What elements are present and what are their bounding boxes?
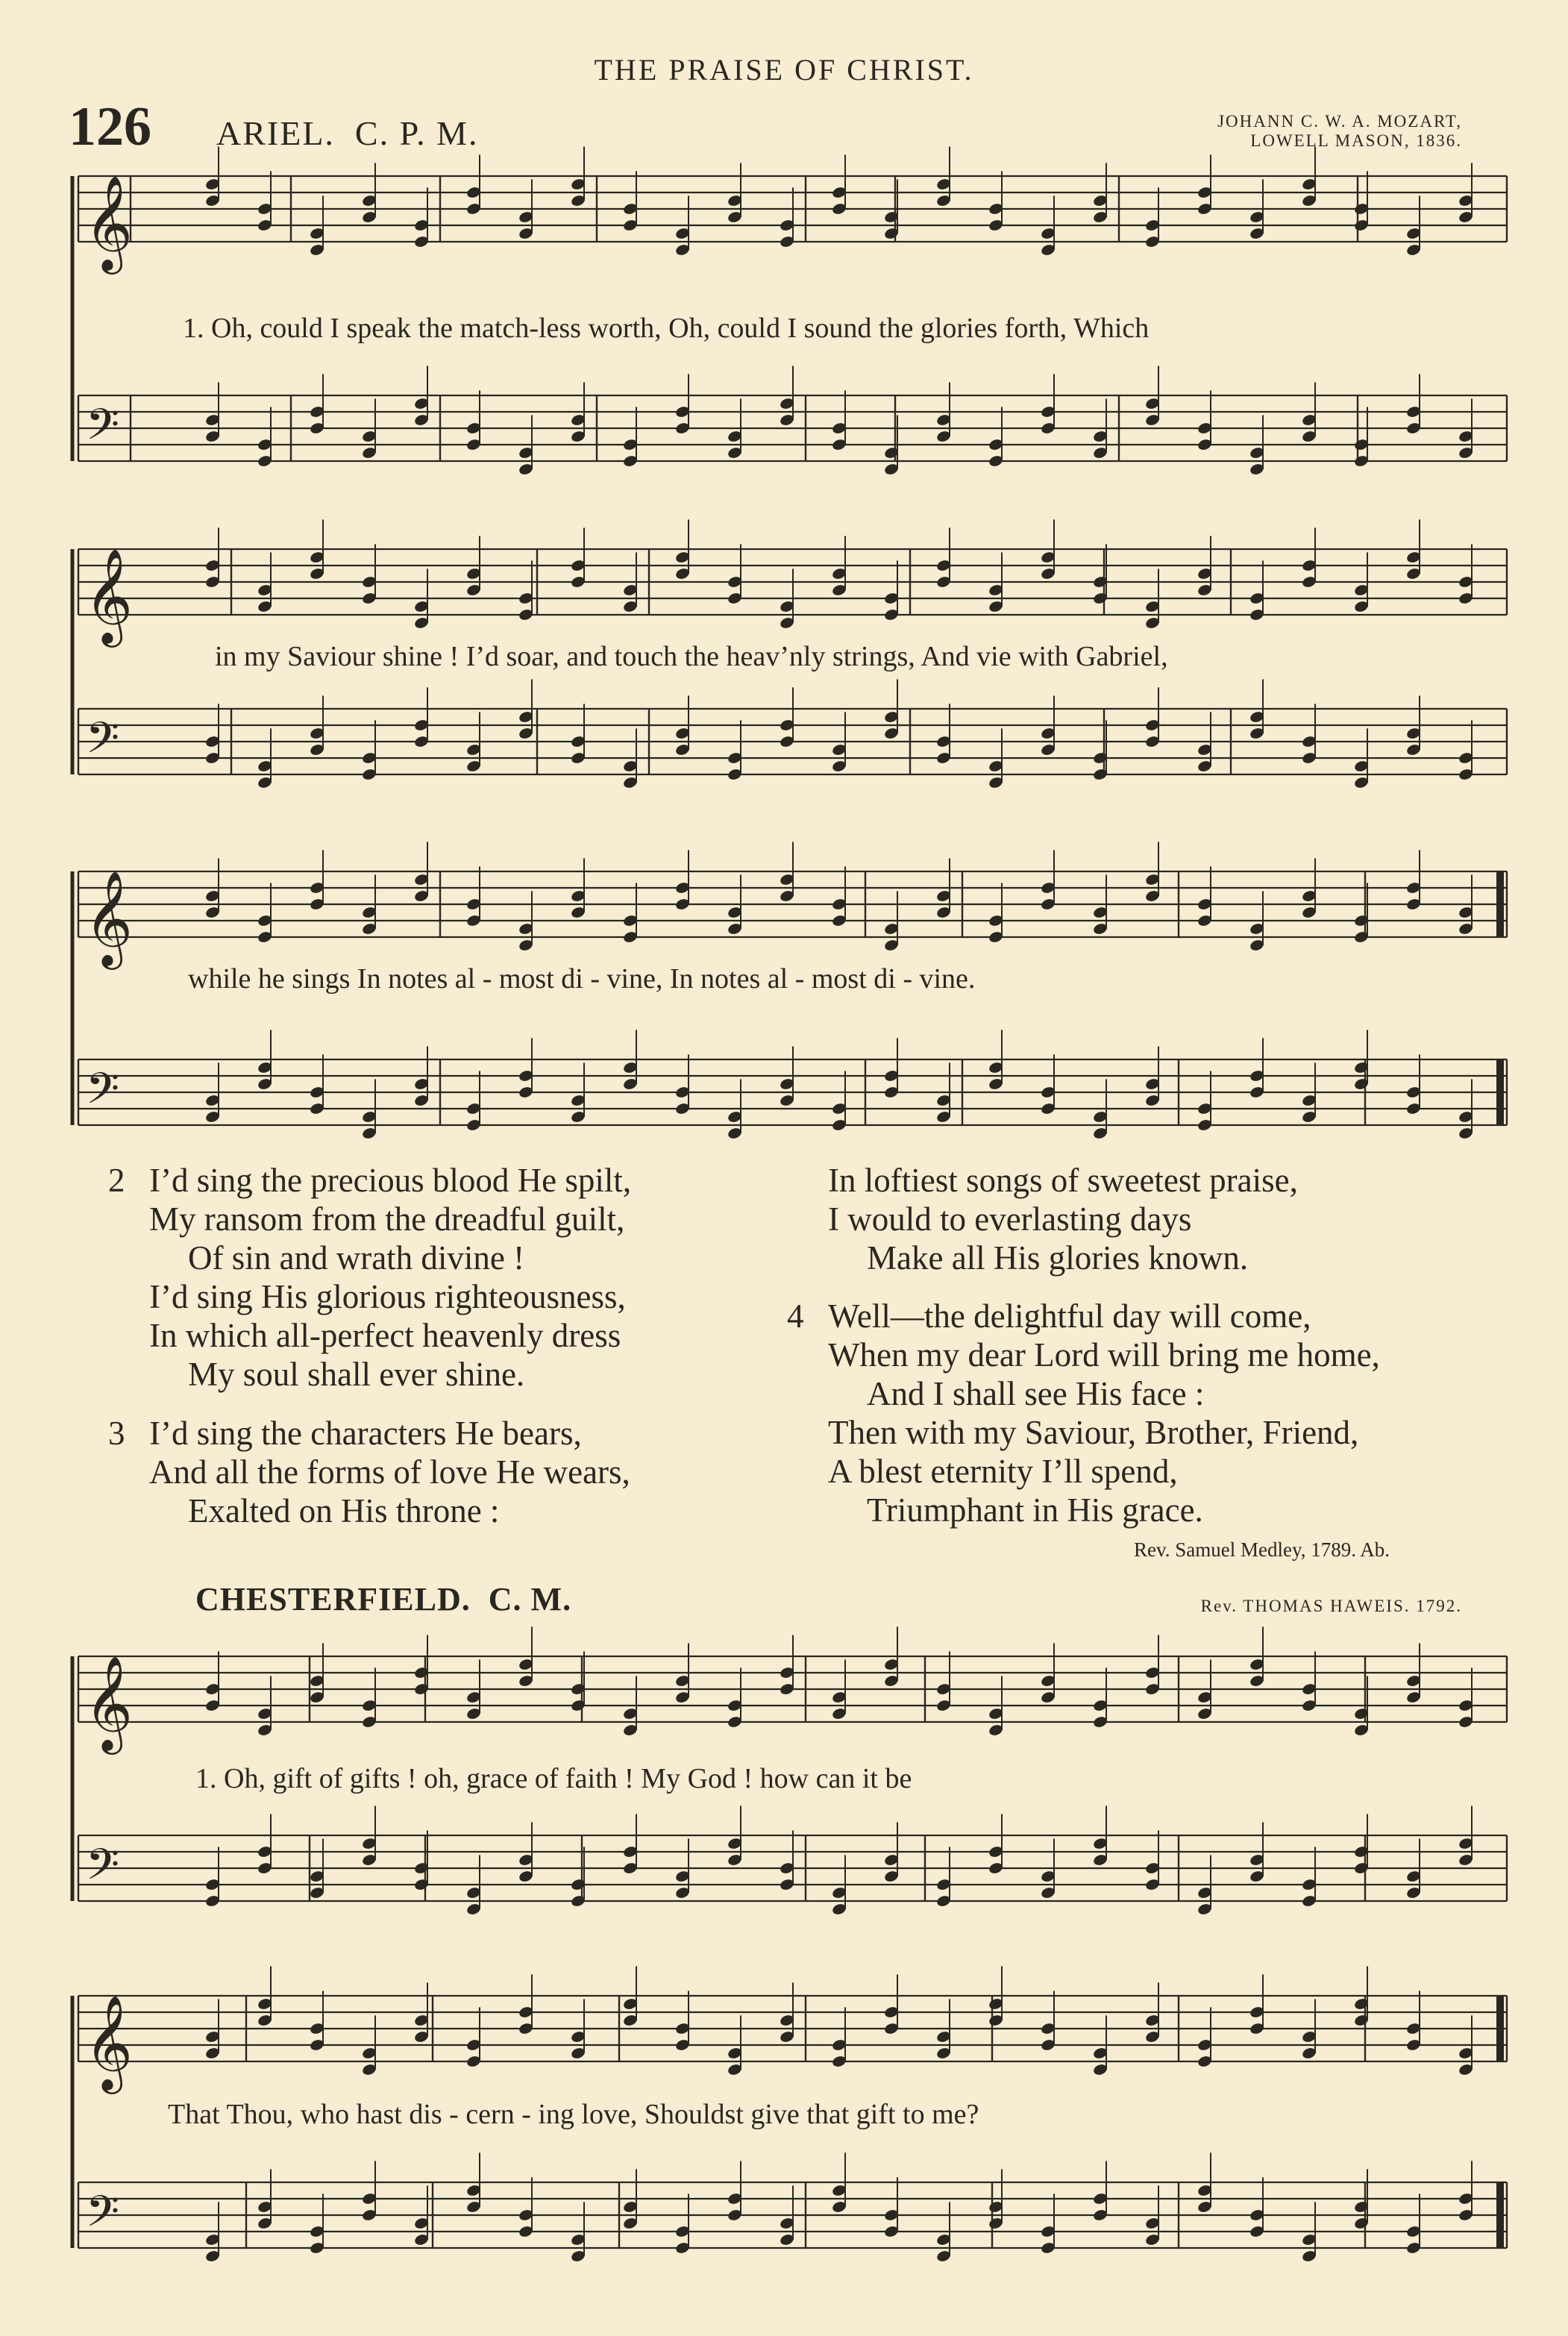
lyric-line-2: in my Saviour shine ! I’d soar, and touch the heav’nly strings, And vie with Gabriel, [215,641,1168,672]
bass-clef-icon: 𝄢 [86,1063,120,1124]
tune-name: CHESTERFIELD. [195,1581,471,1618]
final-bar [1496,871,1504,937]
verse-line: My soul shall ever shine. [188,1356,525,1393]
running-head: THE PRAISE OF CHRIST. [594,53,974,87]
treble-clef-icon: 𝄞 [84,175,134,270]
verse-line: Make all His glories known. [867,1239,1249,1277]
verse-number: 2 [108,1162,125,1199]
verse-line: A blest eternity I’ll spend, [828,1453,1178,1490]
lyric-line-4: 1. Oh, gift of gifts ! oh, grace of faith ! My God ! how can it be [195,1763,912,1794]
bass-clef-icon: 𝄢 [86,713,120,774]
hymn-number: 126 [69,96,151,157]
final-bar [1496,1996,1504,2061]
verse-line: My ransom from the dreadful guilt, [149,1200,625,1238]
lyric-line-5: That Thou, who hast dis - cern - ing love, Shouldst give that gift to me? [168,2099,979,2130]
verse-line: I’d sing His glorious righteousness, [149,1278,626,1315]
verse-3-part-b [828,1161,1298,1277]
verse-number: 3 [108,1415,125,1452]
treble-clef-icon: 𝄞 [84,1994,134,2090]
treble-clef-icon: 𝄞 [84,548,134,643]
tune-meter: C. M. [488,1581,572,1618]
verse-line: Well—the delightful day will come, [828,1297,1311,1335]
composer-credit-2: Rev. THOMAS HAWEIS. 1792. [1200,1597,1462,1615]
verse-line: I would to everlasting days [828,1200,1192,1238]
verse-line: In which all-perfect heavenly dress [149,1317,621,1354]
verse-line: And I shall see His face : [867,1375,1205,1412]
verse-line: When my dear Lord will bring me home, [828,1336,1380,1374]
verse-line: Of sin and wrath divine ! [188,1239,525,1277]
text-attribution: Rev. Samuel Medley, 1789. Ab. [1134,1538,1390,1561]
treble-clef-icon: 𝄞 [84,870,134,965]
composer-credit-line-1: JOHANN C. W. A. MOZART, [1217,112,1462,131]
bass-clef-icon: 𝄢 [86,2186,120,2247]
final-bar [1496,1059,1504,1125]
composer-credit-line-2: LOWELL MASON, 1836. [1250,131,1462,150]
verse-line: Triumphant in His grace. [867,1491,1203,1529]
tune-title-2 [195,1580,571,1618]
verse-4 [828,1297,1380,1529]
verse-line: I’d sing the precious blood He spilt, [149,1162,632,1199]
verse-line: Exalted on His throne : [188,1492,500,1529]
tune-name: ARIEL. [216,114,335,152]
verse-line: Then with my Saviour, Brother, Friend, [828,1414,1359,1451]
treble-clef-icon: 𝄞 [84,1655,134,1750]
verse-line: And all the forms of love He wears, [149,1453,630,1491]
final-bar [1496,2182,1504,2248]
verse-line: In loftiest songs of sweetest praise, [828,1162,1298,1199]
verse-line: I’d sing the characters He bears, [149,1415,582,1452]
lyric-line-3: while he sings In notes al - most di - vine, In notes al - most di - vine. [188,963,976,995]
bass-clef-icon: 𝄢 [86,399,120,460]
verse-2 [149,1161,631,1394]
tune-meter: C. P. M. [354,114,479,152]
bass-clef-icon: 𝄢 [86,1839,120,1900]
verse-3-part-a [149,1414,630,1530]
verse-number: 4 [787,1297,804,1335]
lyric-line-1: 1. Oh, could I speak the match-less worth, Oh, could I sound the glories forth, Which [183,313,1150,344]
